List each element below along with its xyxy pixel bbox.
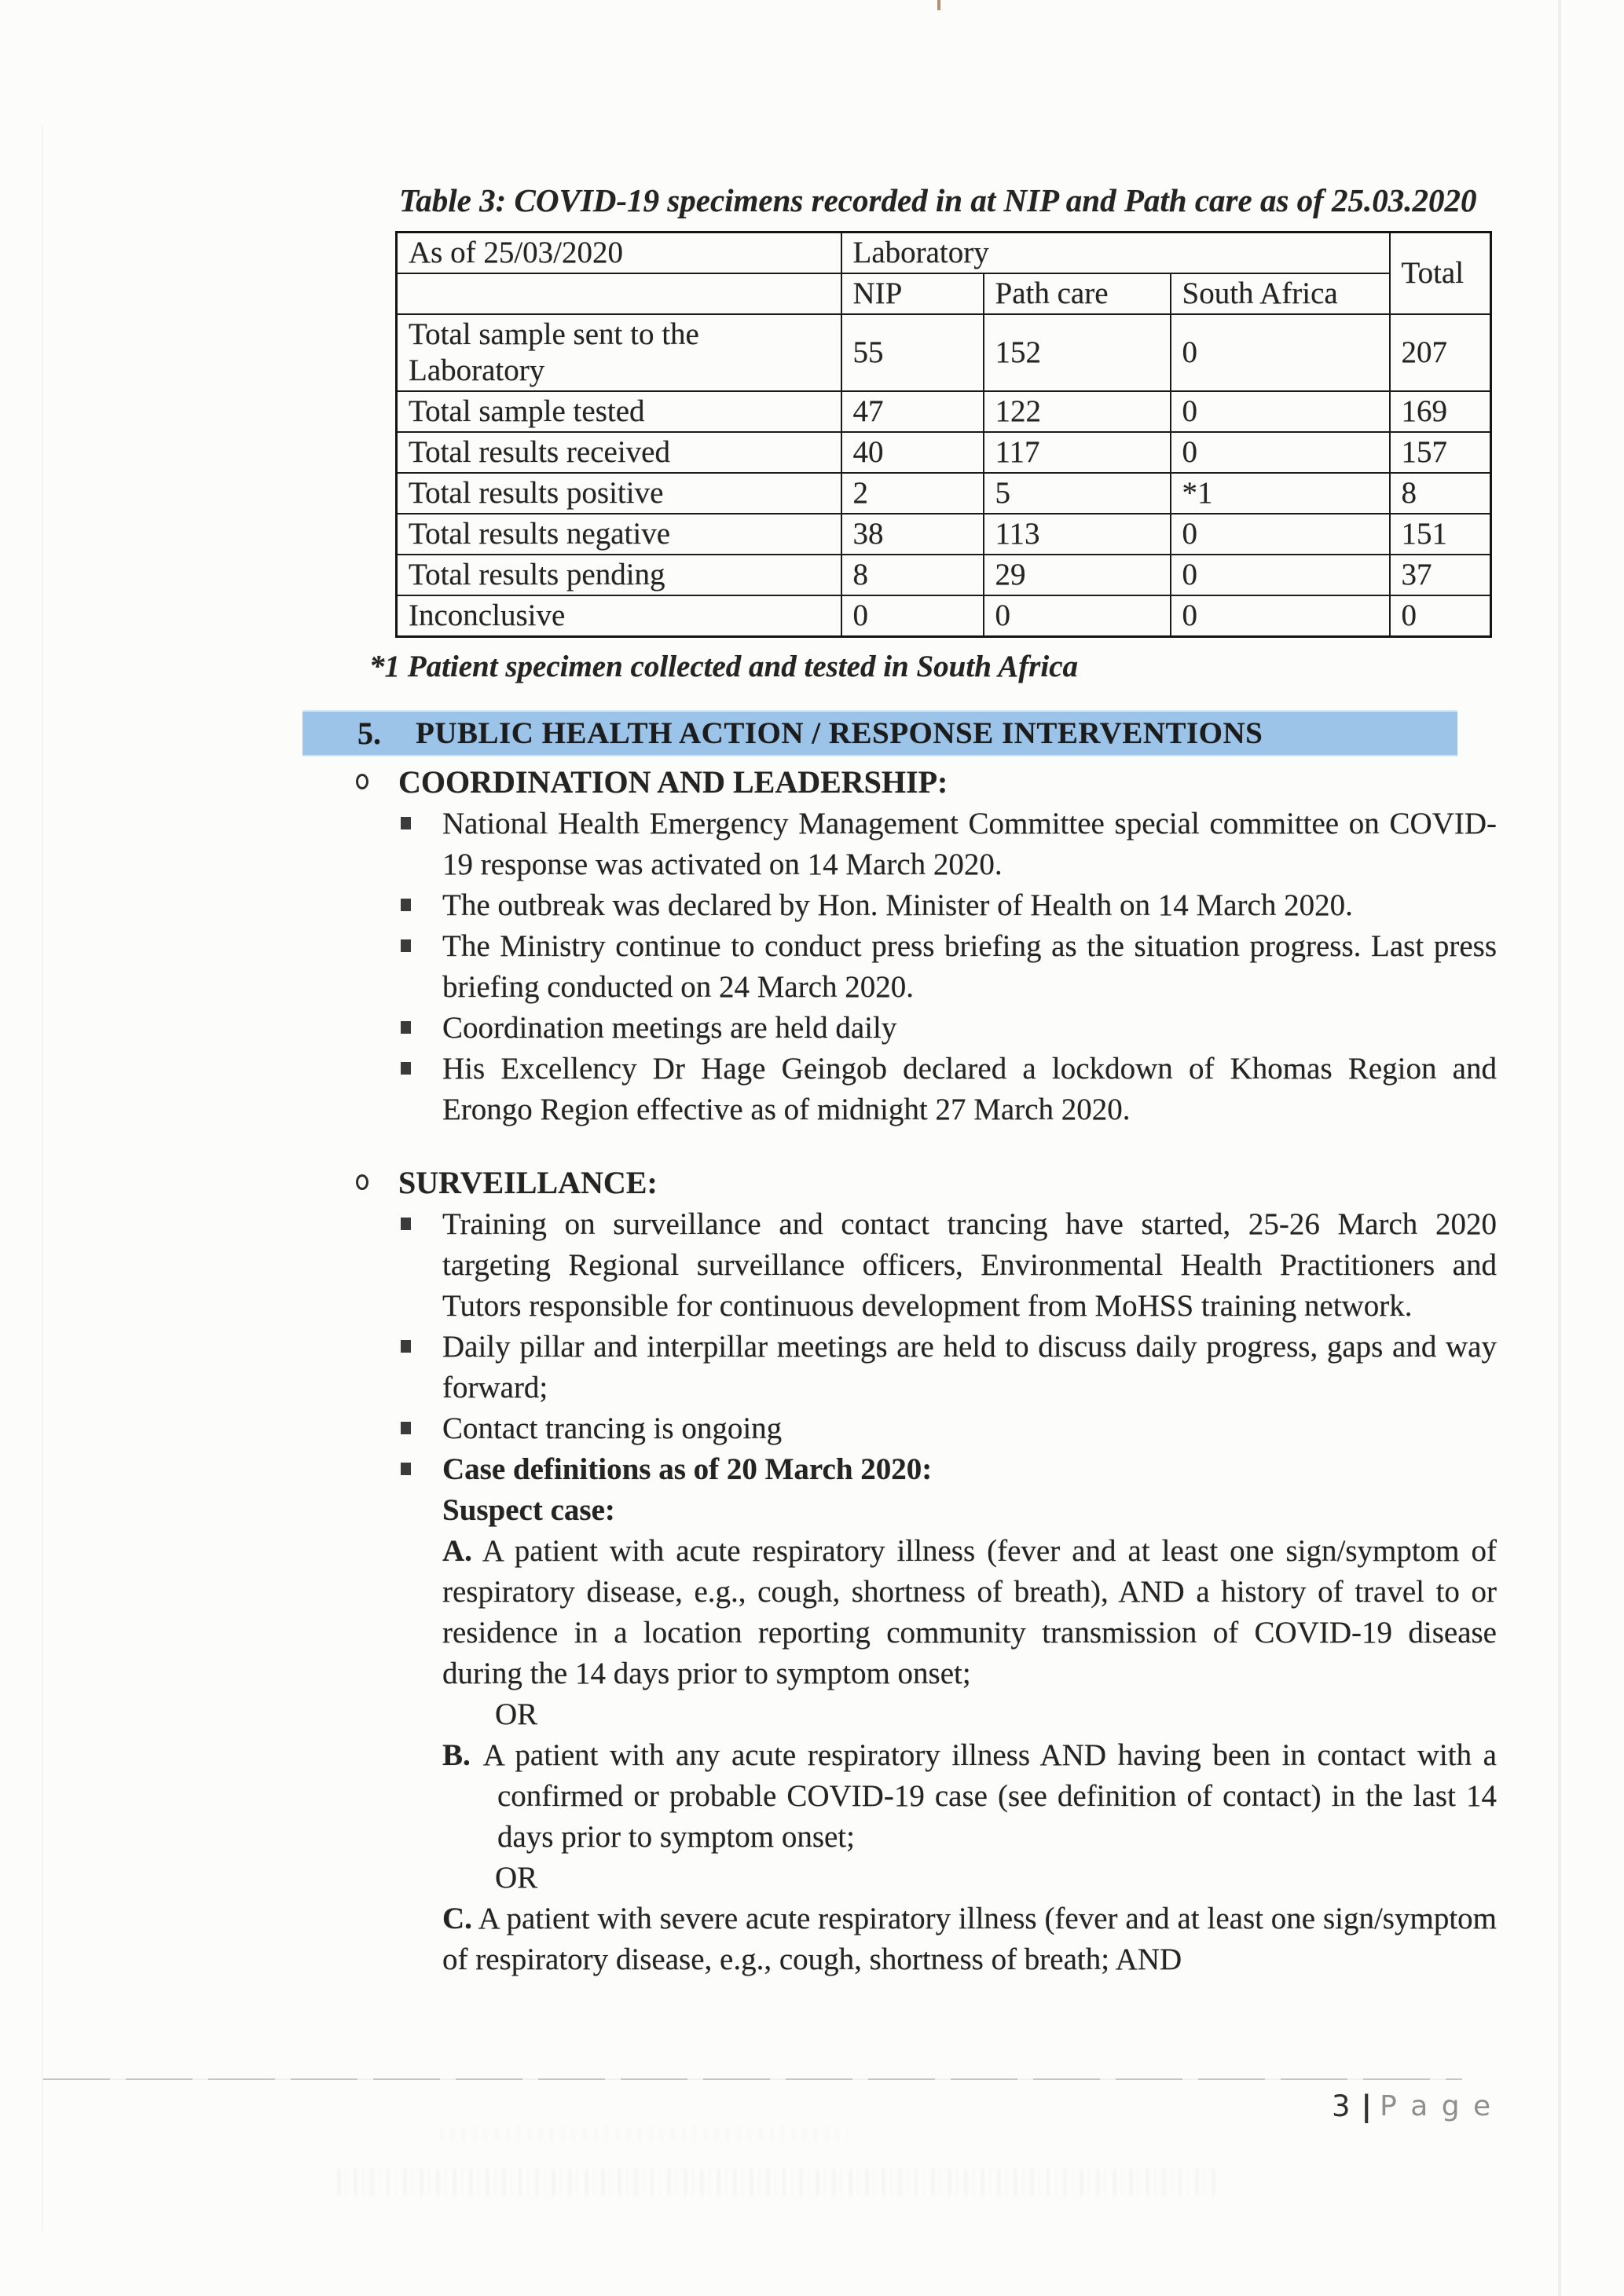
bullet-text: Daily pillar and interpillar meetings are held to discuss daily progress, gaps and way forward; [442,1330,1497,1404]
page-number-value: 3 [1332,2089,1351,2123]
surveillance-heading [398,1163,1624,1203]
cell-pathcare: 5 [984,473,1171,514]
coordination-heading [398,763,1624,802]
cell-total: 8 [1390,473,1491,514]
bullet-text: The Ministry continue to conduct press briefing as the situation progress. Last press briefing conducted on 24 March 2020. [442,929,1497,1004]
cell-southafrica: 0 [1171,595,1390,637]
bullet-text: Contact trancing is ongoing [442,1412,783,1445]
cell-total: 157 [1390,432,1491,473]
specimens-table [395,231,1492,638]
or-separator: OR [495,1697,538,1731]
cell-southafrica: 0 [1171,391,1390,432]
surveillance-bullet-list [442,1204,1497,1980]
case-b-label: B. [442,1738,471,1772]
list-item [442,1327,1497,1408]
case-c-text: A patient with severe acute respiratory illness (fever and at least one sign/symptom of respiratory disease, e.g., cough, shortness of breath; AND [442,1902,1497,1976]
page-number [1332,2089,1493,2123]
case-definition-a [442,1531,1497,1694]
scan-smudge-artifact [440,2126,849,2141]
row-label: Total results negative [397,514,841,555]
list-item [442,1204,1497,1327]
total-header: Total [1390,233,1491,315]
square-bullet-icon [401,1021,411,1034]
cell-total: 0 [1390,595,1491,637]
circle-bullet-icon [356,774,368,789]
cell-pathcare: 122 [984,391,1171,432]
list-item [442,1408,1497,1449]
square-bullet-icon [401,1062,411,1075]
cell-pathcare: 117 [984,432,1171,473]
scan-edge-artifact [1558,0,1561,2296]
list-item [442,1049,1497,1130]
square-bullet-icon [401,939,411,952]
cell-nip: 0 [841,595,984,637]
case-a-label: A. [442,1534,472,1568]
bullet-text: The outbreak was declared by Hon. Minister of Health on 14 March 2020. [442,888,1353,922]
cell-nip: 38 [841,514,984,555]
scan-mark-artifact [937,0,940,10]
cell-nip: 47 [841,391,984,432]
footer-divider-line [43,2078,1462,2080]
cell-nip: 2 [841,473,984,514]
square-bullet-icon [401,1340,411,1353]
corner-header: As of 25/03/2020 [397,233,841,274]
southafrica-header: South Africa [1171,273,1390,314]
or-separator: OR [495,1861,538,1895]
cell-nip: 40 [841,432,984,473]
bullet-text: His Excellency Dr Hage Geingob declared a lockdown of Khomas Region and Erongo Region effective as of midnight 27 March 2020. [442,1052,1497,1126]
cell-southafrica: *1 [1171,473,1390,514]
list-item [442,926,1497,1008]
row-label: Total results pending [397,555,841,595]
section-number: 5. [357,716,381,751]
table-header-row-2 [397,273,1491,314]
cell-southafrica: 0 [1171,514,1390,555]
cell-total: 207 [1390,314,1491,391]
laboratory-group-header: Laboratory [841,233,1390,274]
list-item [442,804,1497,885]
square-bullet-icon [401,899,411,911]
table-row [397,314,1491,391]
bullet-text: Training on surveillance and contact trancing have started, 25-26 March 2020 targeting Regional surveillance officers, Environmental Health Practitioners and Tutors responsible for continuous development from MoHSS training network. [442,1207,1497,1323]
case-a-text: A patient with acute respiratory illness (fever and at least one sign/symptom of respiratory disease, e.g., cough, shortness of breath), AND a history of travel to or residence in a location reporting community transmission of COVID-19 disease during the 14 days prior to symptom onset; [442,1534,1497,1690]
square-bullet-icon [401,1218,411,1230]
bullet-text: National Health Emergency Management Committee special committee on COVID-19 response was activated on 14 March 2020. [442,807,1497,881]
surveillance-heading-label: SURVEILLANCE: [398,1165,658,1200]
cell-total: 169 [1390,391,1491,432]
cell-pathcare: 0 [984,595,1171,637]
table-row [397,432,1491,473]
table-header-row-1 [397,233,1491,274]
case-definition-c [442,1899,1497,1980]
cell-total: 37 [1390,555,1491,595]
table-row [397,473,1491,514]
cell-nip: 8 [841,555,984,595]
table-row [397,595,1491,637]
cell-nip: 55 [841,314,984,391]
section-title: PUBLIC HEALTH ACTION / RESPONSE INTERVENTIONS [416,716,1263,750]
table-footnote: *1 Patient specimen collected and tested in South Africa [369,650,1079,683]
empty-header-cell [397,273,841,314]
case-b-text: A patient with any acute respiratory illness AND having been in contact with a confirmed or probable COVID-19 case (see definition of contact) in the last 14 days prior to symptom onset; [482,1738,1497,1854]
cell-southafrica: 0 [1171,432,1390,473]
case-c-label: C. [442,1902,472,1935]
case-definition-b [442,1735,1497,1858]
page-word: P a g e [1380,2090,1494,2122]
cell-pathcare: 113 [984,514,1171,555]
row-label: Total results positive [397,473,841,514]
table-row [397,391,1491,432]
cell-pathcare: 152 [984,314,1171,391]
scan-edge-artifact [42,126,43,2231]
list-item [442,885,1497,926]
square-bullet-icon [401,1463,411,1475]
cell-southafrica: 0 [1171,314,1390,391]
table-row [397,514,1491,555]
cell-total: 151 [1390,514,1491,555]
section-heading-band [302,712,1457,755]
suspect-case-label: Suspect case: [442,1493,615,1527]
row-label: Total sample tested [397,391,841,432]
case-definitions-heading: Case definitions as of 20 March 2020: [442,1452,933,1486]
row-label: Total sample sent to the Laboratory [397,314,841,391]
square-bullet-icon [401,1422,411,1434]
coordination-heading-label: COORDINATION AND LEADERSHIP: [398,764,948,800]
cell-southafrica: 0 [1171,555,1390,595]
scan-smudge-artifact [338,2168,1218,2196]
bullet-text: Coordination meetings are held daily [442,1011,897,1045]
cell-pathcare: 29 [984,555,1171,595]
circle-bullet-icon [356,1174,368,1190]
table-title: Table 3: COVID-19 specimens recorded in at NIP and Path care as of 25.03.2020 [399,182,1477,218]
page-number-separator: | [1361,2089,1373,2123]
square-bullet-icon [401,817,411,829]
nip-header: NIP [841,273,984,314]
row-label: Inconclusive [397,595,841,637]
pathcare-header: Path care [984,273,1171,314]
coordination-bullet-list [442,804,1497,1130]
list-item [442,1008,1497,1049]
table-row [397,555,1491,595]
case-definitions-item [442,1449,1497,1980]
row-label: Total results received [397,432,841,473]
